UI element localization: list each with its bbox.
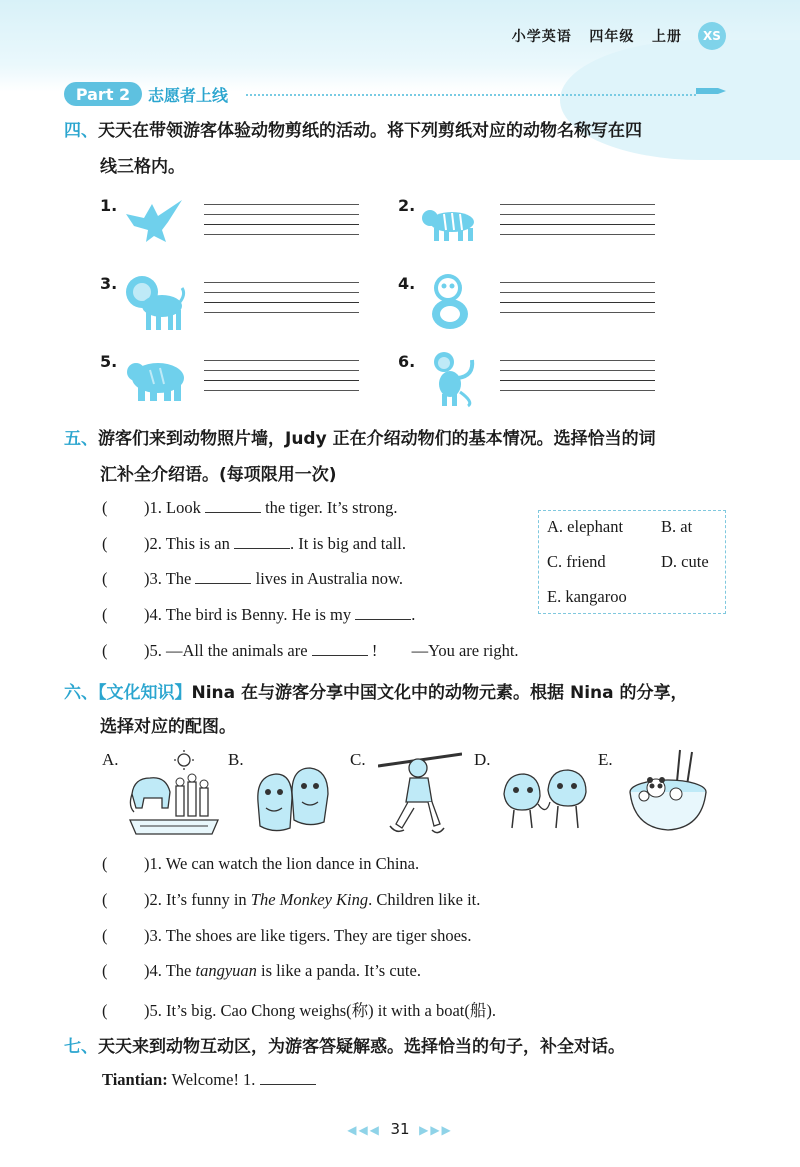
writing-lines[interactable] <box>204 204 359 234</box>
question-text: is like a panda. It’s cute. <box>256 961 421 980</box>
word-bank <box>538 510 726 614</box>
question-text: )1. Look <box>144 498 201 517</box>
section-number: 七、 <box>64 1037 98 1057</box>
question-text: ! <box>371 641 378 660</box>
writing-lines[interactable] <box>204 360 359 390</box>
italic-word: tangyuan <box>195 961 257 980</box>
page-number: 31 <box>390 1120 410 1138</box>
answer-paren[interactable]: ( <box>102 890 108 909</box>
tiger-icon <box>420 204 480 242</box>
answer-blank[interactable] <box>355 605 411 620</box>
section-seven-heading <box>64 1030 764 1064</box>
item-number: 3. <box>100 274 118 293</box>
tiger-shoes-icon <box>252 762 332 836</box>
item-number: 1. <box>100 196 118 215</box>
question-text: . Children like it. <box>368 890 481 909</box>
xs-badge: XS <box>698 22 726 50</box>
answer-paren[interactable]: ( <box>102 926 108 945</box>
question-text: )4. The bird is Benny. He is my <box>144 605 352 624</box>
panda-icon <box>424 270 476 332</box>
dialogue-text: Welcome! 1. <box>171 1070 256 1089</box>
picture-label: B. <box>228 750 244 769</box>
answer-blank[interactable] <box>205 498 261 513</box>
writing-lines[interactable] <box>500 282 655 312</box>
section-number: 五、 <box>64 429 98 449</box>
word-option: C. friend <box>547 552 606 571</box>
picture-label: C. <box>350 750 366 769</box>
part-title: 志愿者上线 <box>148 86 229 105</box>
question-row <box>102 961 421 981</box>
question-text: . It is big and tall. <box>290 534 406 553</box>
question-number: )4. <box>144 961 162 980</box>
answer-blank[interactable] <box>234 534 290 549</box>
section-number: 六、 <box>64 683 98 703</box>
item-number: 6. <box>398 352 416 371</box>
tangyuan-bowl-icon <box>626 748 712 834</box>
monkey-king-icon <box>378 748 462 836</box>
question-text: We can watch the lion dance in China. <box>165 854 420 873</box>
left-arrows: ◀◀◀ <box>347 1123 381 1137</box>
reply-text: —You are right. <box>411 641 519 660</box>
picture-label: A. <box>102 750 119 769</box>
right-arrows: ▶▶▶ <box>419 1123 453 1137</box>
word-option: D. cute <box>661 552 709 571</box>
answer-paren[interactable]: ( <box>102 854 108 873</box>
eagle-icon <box>124 196 184 246</box>
lion-icon <box>124 272 186 332</box>
answer-paren[interactable]: ( <box>102 605 108 624</box>
question-text: )5. —All the animals are <box>144 641 308 660</box>
section-five-line2: 汇补全介绍语。(每项限用一次) <box>100 465 337 485</box>
part-divider <box>246 94 696 96</box>
answer-paren[interactable]: ( <box>102 1001 108 1020</box>
answer-paren[interactable]: ( <box>102 961 108 980</box>
page-footer <box>0 1120 800 1138</box>
speaker-name: Tiantian: <box>102 1070 168 1089</box>
item-number: 4. <box>398 274 416 293</box>
question-text: . <box>411 605 416 624</box>
question-row <box>102 569 403 589</box>
section-five-heading <box>64 422 754 456</box>
cao-chong-elephant-icon <box>128 750 220 836</box>
writing-lines[interactable] <box>500 360 655 390</box>
question-number: )1. <box>144 854 162 873</box>
book-name: 小学英语 <box>511 29 572 45</box>
section-four-line2: 线三格内。 <box>100 157 185 177</box>
question-row <box>102 997 496 1021</box>
question-row <box>102 641 519 661</box>
question-text: )2. This is an <box>144 534 230 553</box>
question-row <box>102 854 419 874</box>
answer-paren[interactable]: ( <box>102 641 108 660</box>
question-text: It’s funny in <box>166 890 251 909</box>
question-number: )3. <box>144 926 162 945</box>
answer-paren[interactable]: ( <box>102 534 108 553</box>
question-text: lives in Australia now. <box>255 569 404 588</box>
section-seven-line1: 天天来到动物互动区，为游客答疑解惑。选择恰当的句子，补全对话。 <box>98 1037 625 1057</box>
picture-label: D. <box>474 750 491 769</box>
section-six-line2: 选择对应的配图。 <box>100 717 236 737</box>
monkey-icon <box>428 348 478 408</box>
answer-paren[interactable]: ( <box>102 498 108 517</box>
section-number: 四、 <box>64 121 98 141</box>
section-five-line1: 游客们来到动物照片墙，Judy 正在介绍动物们的基本情况。选择恰当的词 <box>98 429 656 449</box>
question-text: )3. The <box>144 569 192 588</box>
part-label: Part 2 <box>64 82 142 106</box>
question-text: It’s big. Cao Chong weighs(称) it with a boat(船). <box>166 1001 496 1020</box>
book-header <box>512 26 682 46</box>
writing-lines[interactable] <box>204 282 359 312</box>
bear-icon <box>124 358 186 402</box>
dialogue-row <box>102 1070 316 1090</box>
picture-label: E. <box>598 750 613 769</box>
lion-dance-icon <box>500 764 592 830</box>
word-option: E. kangaroo <box>547 587 627 606</box>
section-four-heading <box>64 114 744 148</box>
book-grade: 四年级 <box>589 29 635 45</box>
writing-lines[interactable] <box>500 204 655 234</box>
question-text: the tiger. It’s strong. <box>265 498 398 517</box>
italic-title: The Monkey King <box>250 890 369 909</box>
question-number: )5. <box>144 1001 162 1020</box>
item-number: 2. <box>398 196 416 215</box>
word-option: B. at <box>661 517 693 536</box>
question-row <box>102 926 471 946</box>
answer-paren[interactable]: ( <box>102 569 108 588</box>
question-number: )2. <box>144 890 162 909</box>
question-row <box>102 890 480 910</box>
question-text: The <box>165 961 196 980</box>
section-six-line1: Nina 在与游客分享中国文化中的动物元素。根据 Nina 的分享， <box>191 683 688 703</box>
word-option: A. elephant <box>547 517 624 536</box>
answer-blank[interactable] <box>195 569 251 584</box>
question-row <box>102 534 406 554</box>
question-row <box>102 498 398 518</box>
question-text: The shoes are like tigers. They are tiger shoes. <box>165 926 472 945</box>
section-six-heading <box>64 676 764 710</box>
question-row <box>102 605 415 625</box>
section-four-line1: 天天在带领游客体验动物剪纸的活动。将下列剪纸对应的动物名称写在四 <box>98 121 642 141</box>
book-term: 上册 <box>652 29 682 45</box>
item-number: 5. <box>100 352 118 371</box>
answer-blank[interactable] <box>312 641 368 656</box>
answer-blank[interactable] <box>260 1070 316 1085</box>
pencil-icon <box>696 86 726 96</box>
culture-tag: 【文化知识】 <box>98 683 192 703</box>
